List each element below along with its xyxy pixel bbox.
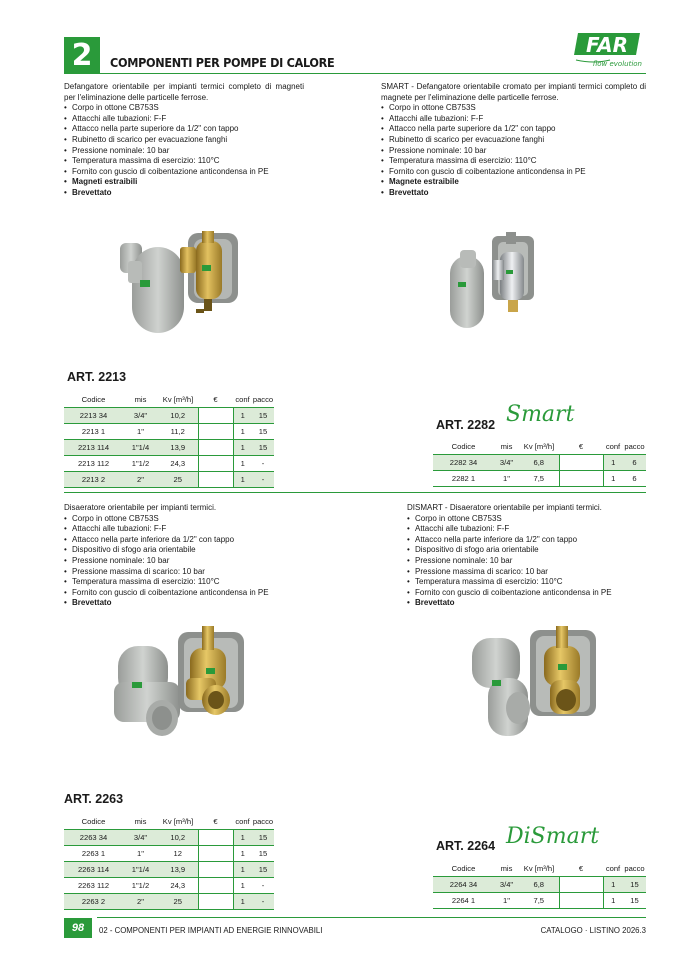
table-2213 [64, 392, 274, 488]
table-row: 2213 2 2" 25 1 - [64, 472, 274, 488]
bullet: • Attacchi alle tubazioni: F-F [381, 114, 646, 125]
table-row: 2263 2 2" 25 1 - [64, 894, 274, 910]
intro-2213: Defangatore orientabile per impianti termici completo di magneti per l'eliminazione delle particelle ferrose. [64, 82, 304, 102]
col-header: mis [134, 817, 147, 826]
bullet: • Corpo in ottone CB753S [64, 103, 304, 114]
col-header: Codice [81, 395, 106, 404]
footer-catalog-label: CATALOGO · LISTINO 2026.3 [540, 926, 646, 935]
product-image-2264 [468, 622, 600, 742]
intro-2282: SMART - Defangatore orientabile cromato per impianti termici completo di magnete per l'eliminazione delle particelle ferrose. [381, 82, 646, 102]
art-title-2213: ART. 2213 [67, 370, 127, 384]
bullet: • Corpo in ottone CB753S [407, 514, 646, 525]
col-header: Kv [m³/h] [162, 817, 194, 826]
col-header: € [213, 817, 218, 826]
bullet: • Pressione nominale: 10 bar [64, 556, 314, 567]
table-row: 2263 34 3/4" 10,2 1 15 [64, 830, 274, 846]
table-row: 2213 1 1" 11,2 1 15 [64, 424, 274, 440]
col-header: pacco [624, 864, 645, 873]
bullet: • Attacco nella parte inferiore da 1/2" con tappo [407, 535, 646, 546]
logo-tagline: flow evolution [592, 60, 642, 68]
table-2263 [64, 814, 274, 910]
col-header: Codice [81, 817, 106, 826]
table-row: 2282 1 1" 7,5 1 6 [433, 471, 646, 487]
description-2282 [381, 82, 646, 199]
bullet-bold: • Brevettato [407, 598, 646, 609]
art-title-2282: ART. 2282 [436, 418, 496, 432]
col-header: conf [235, 395, 250, 404]
header-rule [100, 73, 646, 74]
table-row: 2264 34 3/4" 6,8 1 15 [433, 877, 646, 893]
footer-rule [97, 917, 646, 918]
product-image-2282 [448, 230, 536, 330]
table-2282 [433, 439, 646, 487]
col-header: Codice [451, 864, 476, 873]
bullet: • Temperatura massima di esercizio: 110°C [64, 577, 314, 588]
bullet: • Pressione nominale: 10 bar [407, 556, 646, 567]
bullet: • Pressione nominale: 10 bar [381, 146, 646, 157]
bullet: • Dispositivo di sfogo aria orientabile [407, 545, 646, 556]
table-row: 2263 114 1"1/4 13,9 1 15 [64, 862, 274, 878]
bullet-bold: • Brevettato [381, 188, 646, 199]
col-header: € [578, 442, 584, 451]
col-header: conf [235, 817, 250, 826]
product-image-2263 [112, 622, 247, 742]
section-number-badge: 2 [64, 37, 100, 74]
bullet-bold: • Magneti estraibili [64, 177, 304, 188]
bullet-bold: • Brevettato [64, 598, 314, 609]
description-2264 [407, 503, 646, 609]
bullet: • Corpo in ottone CB753S [381, 103, 646, 114]
table-row: 2282 34 3/4" 6,8 1 6 [433, 455, 646, 471]
col-header: conf [605, 864, 621, 873]
col-header: € [213, 395, 218, 404]
bullet-bold: • Brevettato [64, 188, 304, 199]
bullet: • Rubinetto di scarico per evacuazione fanghi [381, 135, 646, 146]
bullet: • Temperatura massima di esercizio: 110°C [64, 156, 304, 167]
col-header: pacco [624, 442, 645, 451]
bullet: • Fornito con guscio di coibentazione anticondensa in PE [64, 167, 304, 178]
bullet: • Pressione massima di scarico: 10 bar [64, 567, 314, 578]
bullet: • Fornito con guscio di coibentazione anticondensa in PE [407, 588, 646, 599]
table-row: 2213 114 1"1/4 13,9 1 15 [64, 440, 274, 456]
table-row: 2213 112 1"1/2 24,3 1 - [64, 456, 274, 472]
table-row: 2264 1 1" 7,5 1 15 [433, 893, 646, 909]
bullet: • Pressione massima di scarico: 10 bar [407, 567, 646, 578]
table-row: 2213 34 3/4" 10,2 1 15 [64, 408, 274, 424]
description-2213 [64, 82, 304, 199]
bullet: • Attacco nella parte superiore da 1/2" con tappo [64, 124, 304, 135]
col-header: mis [500, 442, 513, 451]
col-header: € [578, 864, 584, 873]
bullet: • Fornito con guscio di coibentazione anticondensa in PE [381, 167, 646, 178]
bullet: • Attacco nella parte superiore da 1/2" con tappo [381, 124, 646, 135]
col-header: Kv [m³/h] [162, 395, 194, 404]
intro-2263: Disaeratore orientabile per impianti termici. [64, 503, 217, 512]
table-row: 2263 1 1" 12 1 15 [64, 846, 274, 862]
bullet: • Pressione nominale: 10 bar [64, 146, 304, 157]
page-number: 98 [64, 918, 92, 938]
dismart-script-label: DiSmart [506, 824, 600, 849]
bullet: • Temperatura massima di esercizio: 110°C [381, 156, 646, 167]
logo-text: FAR [586, 33, 628, 57]
product-image-2213 [118, 225, 243, 340]
col-header: Kv [m³/h] [523, 864, 555, 873]
table-row: 2263 112 1"1/2 24,3 1 - [64, 878, 274, 894]
col-header: mis [134, 395, 147, 404]
intro-2264: DISMART - Disaeratore orientabile per impianti termici. [407, 503, 602, 512]
bullet: • Rubinetto di scarico per evacuazione fanghi [64, 135, 304, 146]
col-header: pacco [252, 395, 274, 404]
middle-rule [64, 492, 646, 493]
col-header: conf [605, 442, 621, 451]
col-header: Codice [451, 442, 476, 451]
smart-script-label: Smart [506, 402, 575, 427]
bullet: • Attacchi alle tubazioni: F-F [64, 524, 314, 535]
bullet: • Dispositivo di sfogo aria orientabile [64, 545, 314, 556]
bullet: • Fornito con guscio di coibentazione anticondensa in PE [64, 588, 314, 599]
bullet-bold: • Magnete estraibile [381, 177, 646, 188]
description-2263 [64, 503, 314, 609]
art-title-2263: ART. 2263 [64, 792, 124, 806]
footer-section-label: 02 - COMPONENTI PER IMPIANTI AD ENERGIE RINNOVABILI [99, 926, 323, 935]
col-header: Kv [m³/h] [523, 442, 555, 451]
table-2264 [433, 861, 646, 909]
bullet: • Temperatura massima di esercizio: 110°C [407, 577, 646, 588]
art-title-2264: ART. 2264 [436, 839, 496, 853]
section-title: COMPONENTI PER POMPE DI CALORE [110, 55, 335, 70]
bullet: • Attacchi alle tubazioni: F-F [407, 524, 646, 535]
bullet: • Corpo in ottone CB753S [64, 514, 314, 525]
bullet: • Attacco nella parte inferiore da 1/2" con tappo [64, 535, 314, 546]
far-logo [574, 31, 644, 71]
bullet: • Attacchi alle tubazioni: F-F [64, 114, 304, 125]
col-header: pacco [252, 817, 274, 826]
col-header: mis [500, 864, 513, 873]
